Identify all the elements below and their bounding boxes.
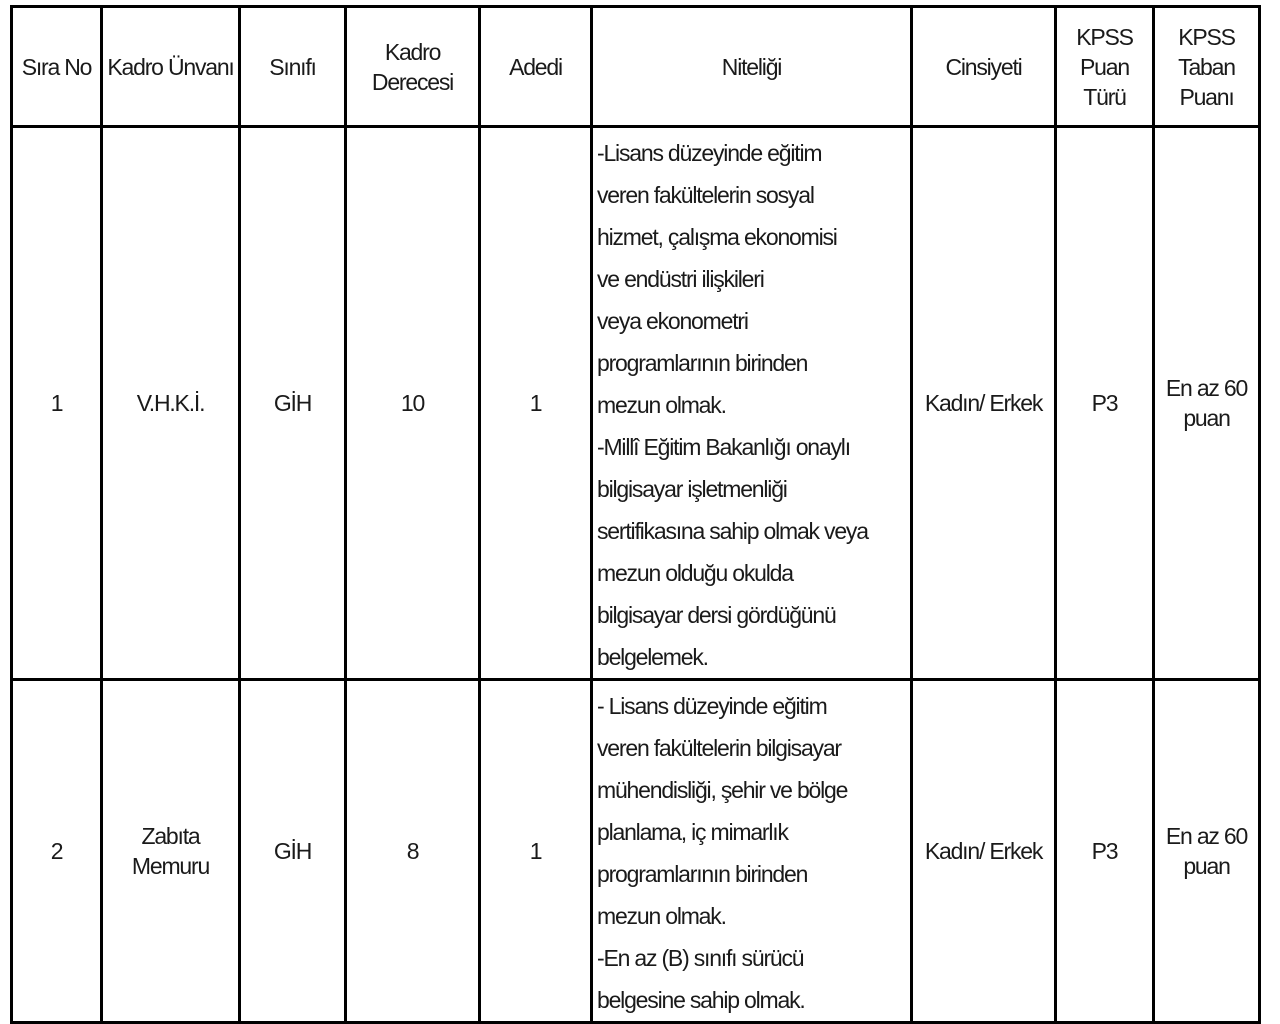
header-sinifi: Sınıfı: [240, 7, 346, 127]
nitelik-line: belgesine sahip olmak.: [597, 987, 805, 1013]
cell-derece: 8: [346, 680, 480, 1023]
cell-sira: 1: [12, 127, 102, 680]
kadro-table: [10, 5, 1261, 1024]
header-kadro-derecesi: Kadro Derecesi: [346, 7, 480, 127]
cell-sinif: GİH: [240, 127, 346, 680]
nitelik-line: belgelemek.: [597, 644, 708, 670]
header-kpss-puan-turu: KPSS Puan Türü: [1056, 7, 1154, 127]
nitelik-line: mezun olmak.: [597, 392, 726, 418]
nitelik-line: bilgisayar dersi gördüğünü: [597, 602, 836, 628]
nitelik-line: hizmet, çalışma ekonomisi: [597, 224, 837, 250]
header-row: [12, 7, 1260, 127]
cell-cinsiyet: Kadın/ Erkek: [912, 680, 1056, 1023]
nitelik-line: veya ekonometri: [597, 308, 748, 334]
nitelik-line: planlama, iç mimarlık: [597, 819, 788, 845]
cell-adet: 1: [480, 680, 592, 1023]
cell-nitelik: [592, 127, 912, 680]
header-kpss-taban-puani: KPSS Taban Puanı: [1154, 7, 1260, 127]
nitelik-line: - Lisans düzeyinde eğitim: [597, 693, 827, 719]
cell-sinif: GİH: [240, 680, 346, 1023]
nitelik-line: veren fakültelerin bilgisayar: [597, 735, 841, 761]
cell-taban: En az 60 puan: [1154, 680, 1260, 1023]
header-niteligi: Niteliği: [592, 7, 912, 127]
nitelik-line: mezun olduğu okulda: [597, 560, 793, 586]
nitelik-line: mühendisliği, şehir ve bölge: [597, 777, 848, 803]
nitelik-line: sertifikasına sahip olmak veya: [597, 518, 868, 544]
header-kadro-unvani: Kadro Ünvanı: [102, 7, 240, 127]
header-sira-no: Sıra No: [12, 7, 102, 127]
cell-sira: 2: [12, 680, 102, 1023]
nitelik-line: mezun olmak.: [597, 903, 726, 929]
cell-puan-turu: P3: [1056, 680, 1154, 1023]
nitelik-line: programlarının birinden: [597, 861, 808, 887]
cell-taban: En az 60 puan: [1154, 127, 1260, 680]
cell-unvan: V.H.K.İ.: [102, 127, 240, 680]
header-cinsiyeti: Cinsiyeti: [912, 7, 1056, 127]
cell-unvan: Zabıta Memuru: [102, 680, 240, 1023]
nitelik-line: programlarının birinden: [597, 350, 808, 376]
nitelik-line: bilgisayar işletmenliği: [597, 476, 787, 502]
cell-adet: 1: [480, 127, 592, 680]
header-adedi: Adedi: [480, 7, 592, 127]
table-row: [12, 680, 1260, 1023]
nitelik-line: -Lisans düzeyinde eğitim: [597, 140, 822, 166]
nitelik-line: ve endüstri ilişkileri: [597, 266, 764, 292]
cell-nitelik: [592, 680, 912, 1023]
cell-derece: 10: [346, 127, 480, 680]
cell-cinsiyet: Kadın/ Erkek: [912, 127, 1056, 680]
table-row: [12, 127, 1260, 680]
nitelik-line: veren fakültelerin sosyal: [597, 182, 814, 208]
nitelik-line: -Millî Eğitim Bakanlığı onaylı: [597, 434, 850, 460]
cell-puan-turu: P3: [1056, 127, 1154, 680]
nitelik-line: -En az (B) sınıfı sürücü: [597, 945, 804, 971]
